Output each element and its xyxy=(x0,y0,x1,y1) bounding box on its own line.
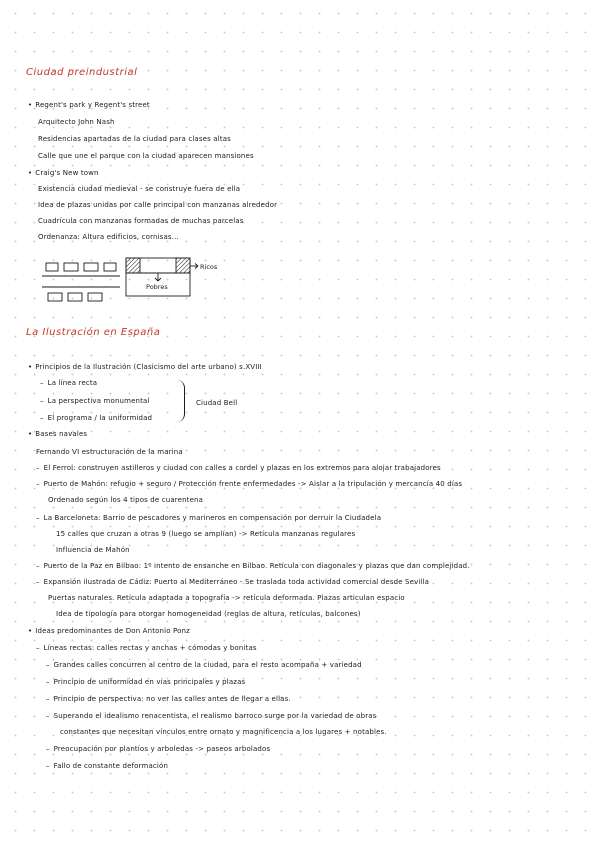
note-line: • Ideas predominantes de Don Antonio Ponz xyxy=(28,626,190,636)
note-line: • Craig's New town xyxy=(28,168,99,178)
note-line: Idea de tipología para otorgar homogeneidad (reglas de altura, retículas, balcones) xyxy=(56,610,361,618)
note-line: Influencia de Mahón xyxy=(56,546,130,554)
section-title-ilustracion: La Ilustración en España xyxy=(26,327,161,338)
note-line: – Puerto de Mahón: refugio + seguro / Protección frente enfermedades -> Aislar a la tripulación y mercancía 40 días xyxy=(36,479,581,489)
brace xyxy=(176,380,185,422)
note-line: – El Ferrol: construyen astilleros y ciudad con calles a cordel y plazas en los extremos para alojar trabajadores xyxy=(36,463,581,473)
note-line: – Puerto de la Paz en Bilbao: 1º intento de ensanche en Bilbao. Retícula con diagonales y plazas que dan complejidad. xyxy=(36,561,581,571)
note-line: – El programa / la uniformidad xyxy=(40,413,152,423)
note-line: Existencia ciudad medieval - se construye fuera de ella xyxy=(38,185,241,193)
note-line: – Preocupación por plantíos y arboledas -> paseos arbolados xyxy=(46,744,270,754)
diagram-label-ricos: Ricos xyxy=(200,263,218,271)
note-line: Calle que une el parque con la ciudad aparecen mansiones xyxy=(38,152,254,160)
note-line: – La perspectiva monumental xyxy=(40,396,150,406)
note-line: – Líneas rectas: calles rectas y anchas + cómodas y bonitas xyxy=(36,643,257,653)
note-line: 15 calles que cruzan a otras 9 (luego se amplían) -> Retícula manzanas regulares xyxy=(56,530,356,538)
note-line: • Bases navales xyxy=(28,429,87,439)
note-line: Arquitecto John Nash xyxy=(38,118,115,126)
note-line: Cuadrícula con manzanas formadas de muchas parcelas xyxy=(38,217,244,225)
note-line: – Fallo de constante deformación xyxy=(46,761,168,771)
note-line: Residencias apartadas de la ciudad para clases altas xyxy=(38,135,231,143)
note-line: constantes que necesitan vínculos entre ornato y magnificencia a los lugares + notables. xyxy=(60,728,387,736)
note-line: – Grandes calles concurren al centro de la ciudad, para el resto acompaña + variedad xyxy=(46,660,581,670)
brace-label: Ciudad Bell xyxy=(196,399,238,407)
diagram-label-pobres: Pobres xyxy=(146,283,168,291)
street-section-sketch xyxy=(40,255,250,315)
note-line: – La Barceloneta: Barrio de pescadores y marineros en compensación por derruir la Ciudadela xyxy=(36,513,581,523)
note-line: • Principios de la Ilustración (Clasicismo del arte urbano) s.XVIII xyxy=(28,362,262,372)
note-line: – Principio de perspectiva: no ver las calles antes de llegar a ellas. xyxy=(46,694,291,704)
note-line: – La línea recta xyxy=(40,378,97,388)
note-line: • Regent's park y Regent's street xyxy=(28,100,150,110)
note-line: Puertas naturales. Retícula adaptada a topografía -> retícula deformada. Plazas articulan espacio xyxy=(48,594,405,602)
note-line: Idea de plazas unidas por calle principal con manzanas alrededor xyxy=(38,201,278,209)
section-title-ciudad-preindustrial: Ciudad preindustrial xyxy=(26,67,138,78)
note-line: – Expansión ilustrada de Cádiz: Puerto al Mediterráneo - Se traslada toda actividad comercial desde Sevilla xyxy=(36,577,581,587)
note-line: Ordenado según los 4 tipos de cuarentena xyxy=(48,496,204,504)
note-line: – Superando el idealismo renacentista, el realismo barroco surge por la variedad de obras xyxy=(46,711,581,721)
note-line: – Principio de uniformidad en vías principales y plazas xyxy=(46,677,245,687)
note-line: Fernando VI estructuración de la marina xyxy=(36,448,183,456)
note-line: Ordenanza: Altura edificios, cornisas... xyxy=(38,233,179,241)
